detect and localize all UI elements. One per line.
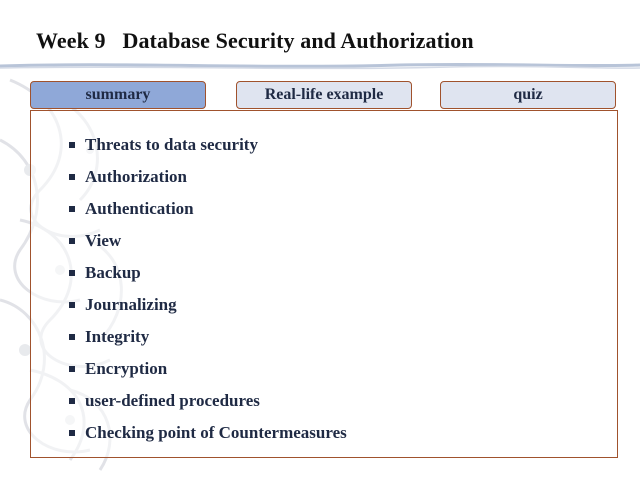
list-item xyxy=(69,357,347,389)
tab-summary[interactable] xyxy=(30,81,206,109)
list-item xyxy=(69,293,347,325)
list-item xyxy=(69,133,347,165)
list-item-text: user-defined procedures xyxy=(85,391,260,410)
list-item xyxy=(69,389,347,421)
title-divider xyxy=(0,60,640,72)
list-item xyxy=(69,325,347,357)
list-item xyxy=(69,421,347,453)
square-bullet-icon xyxy=(69,238,75,244)
tab-real-life-example-label: Real-life example xyxy=(264,86,384,103)
square-bullet-icon xyxy=(69,302,75,308)
square-bullet-icon xyxy=(69,142,75,148)
square-bullet-icon xyxy=(69,366,75,372)
square-bullet-icon xyxy=(69,430,75,436)
summary-list xyxy=(69,133,347,453)
list-item xyxy=(69,229,347,261)
square-bullet-icon xyxy=(69,174,75,180)
list-item-text: Threats to data security xyxy=(85,135,258,154)
list-item-text: Encryption xyxy=(85,359,168,378)
square-bullet-icon xyxy=(69,270,75,276)
list-item-text: Checking point of Countermeasures xyxy=(85,423,347,442)
list-item-text: Journalizing xyxy=(85,295,177,314)
list-item-text: Authorization xyxy=(85,167,187,186)
tab-quiz[interactable] xyxy=(440,81,616,109)
slide-title: Week 9 Database Security and Authorization xyxy=(36,28,474,53)
list-item-text: View xyxy=(85,231,122,250)
tab-summary-label: summary xyxy=(85,86,151,103)
list-item-text: Integrity xyxy=(85,327,150,346)
list-item xyxy=(69,261,347,293)
list-item-text: Authentication xyxy=(85,199,194,218)
square-bullet-icon xyxy=(69,398,75,404)
tab-real-life-example[interactable] xyxy=(236,81,412,109)
list-item xyxy=(69,197,347,229)
list-item-text: Backup xyxy=(85,263,141,282)
square-bullet-icon xyxy=(69,206,75,212)
tab-quiz-label: quiz xyxy=(513,86,543,103)
square-bullet-icon xyxy=(69,334,75,340)
summary-panel xyxy=(30,110,618,458)
list-item xyxy=(69,165,347,197)
